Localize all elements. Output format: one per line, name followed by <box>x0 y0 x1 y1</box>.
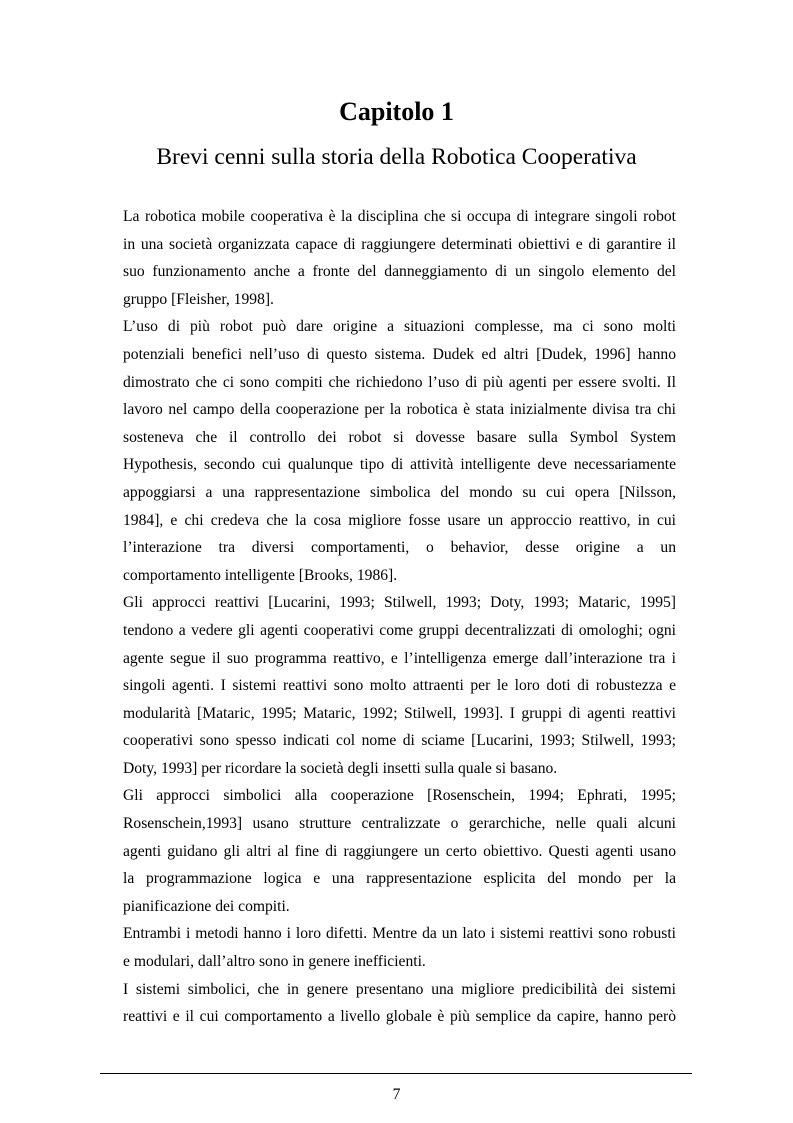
text-line: pianificazione dei compiti. <box>123 897 290 915</box>
text-line: potenziali benefici nell’uso di questo sistema. Dudek ed altri [Dudek, 1996] hanno <box>123 345 676 363</box>
text-line: tendono a vedere gli agenti cooperativi come gruppi decentralizzati di omologhi; ogni <box>123 621 676 639</box>
text-line: I sistemi simbolici, che in genere presentano una migliore predicibilità dei sistemi <box>123 980 676 998</box>
text-line: dimostrato che ci sono compiti che richiedono l’uso di più agenti per essere svolti. Il <box>123 373 676 391</box>
chapter-title: Brevi cenni sulla storia della Robotica Cooperativa <box>156 144 637 170</box>
text-line: lavoro nel campo della cooperazione per la robotica è stata inizialmente divisa tra chi <box>123 401 676 419</box>
text-line: cooperativi sono spesso indicati col nome di sciame [Lucarini, 1993; Stilwell, 1993; <box>123 732 676 750</box>
text-line: singoli agenti. I sistemi reattivi sono molto attraenti per le loro doti di robustezza e <box>123 677 676 695</box>
text-line: sosteneva che il controllo dei robot si dovesse basare sulla Symbol System <box>123 428 676 446</box>
text-line: reattivi e il cui comportamento a livello globale è più semplice da capire, hanno però <box>123 1008 676 1026</box>
text-line: appoggiarsi a una rappresentazione simbolica del mondo su cui opera [Nilsson, <box>123 483 676 501</box>
text-line: Entrambi i metodi hanno i loro difetti. Mentre da un lato i sistemi reattivi sono robusti <box>123 925 676 943</box>
text-line: modularità [Mataric, 1995; Mataric, 1992; Stilwell, 1993]. I gruppi di agenti reattivi <box>123 704 676 722</box>
text-line: L’uso di più robot può dare origine a situazioni complesse, ma ci sono molti <box>123 318 676 336</box>
text-line: agente segue il suo programma reattivo, e l’intelligenza emerge dall’interazione tra i <box>123 649 676 667</box>
footer-divider <box>100 1073 692 1074</box>
chapter-number: Capitolo 1 <box>339 97 454 126</box>
text-line: gruppo [Fleisher, 1998]. <box>123 290 274 308</box>
text-line: Hypothesis, secondo cui qualunque tipo di attività intelligente deve necessariamente <box>123 456 676 474</box>
text-line: 1984], e chi credeva che la cosa migliore fosse usare un approccio reattivo, in cui <box>123 511 676 529</box>
text-line: Gli approcci simbolici alla cooperazione [Rosenschein, 1994; Ephrati, 1995; <box>123 787 676 805</box>
text-line: Gli approcci reattivi [Lucarini, 1993; Stilwell, 1993; Doty, 1993; Mataric, 1995] <box>123 594 676 612</box>
text-line: e modulari, dall’altro sono in genere inefficienti. <box>123 953 426 971</box>
text-line: La robotica mobile cooperativa è la disciplina che si occupa di integrare singoli robot <box>123 208 676 225</box>
text-line: in una società organizzata capace di raggiungere determinati obiettivi e di garantire il <box>123 235 676 253</box>
text-line: agenti guidano gli altri al fine di raggiungere un certo obiettivo. Questi agenti usano <box>123 842 676 860</box>
text-line: l’interazione tra diversi comportamenti, o behavior, desse origine a un <box>123 539 676 557</box>
text-line: comportamento intelligente [Brooks, 1986]. <box>123 566 398 584</box>
text-line: la programmazione logica e una rappresentazione esplicita del mondo per la <box>123 870 676 888</box>
text-line: suo funzionamento anche a fronte del danneggiamento di un singolo elemento del <box>123 263 676 281</box>
body-text <box>123 203 676 1031</box>
page-number: 7 <box>392 1086 401 1103</box>
text-line: Doty, 1993] per ricordare la società degli insetti sulla quale si basano. <box>123 759 558 777</box>
text-line: Rosenschein,1993] usano strutture centralizzate o gerarchiche, nelle quali alcuni <box>123 815 676 833</box>
